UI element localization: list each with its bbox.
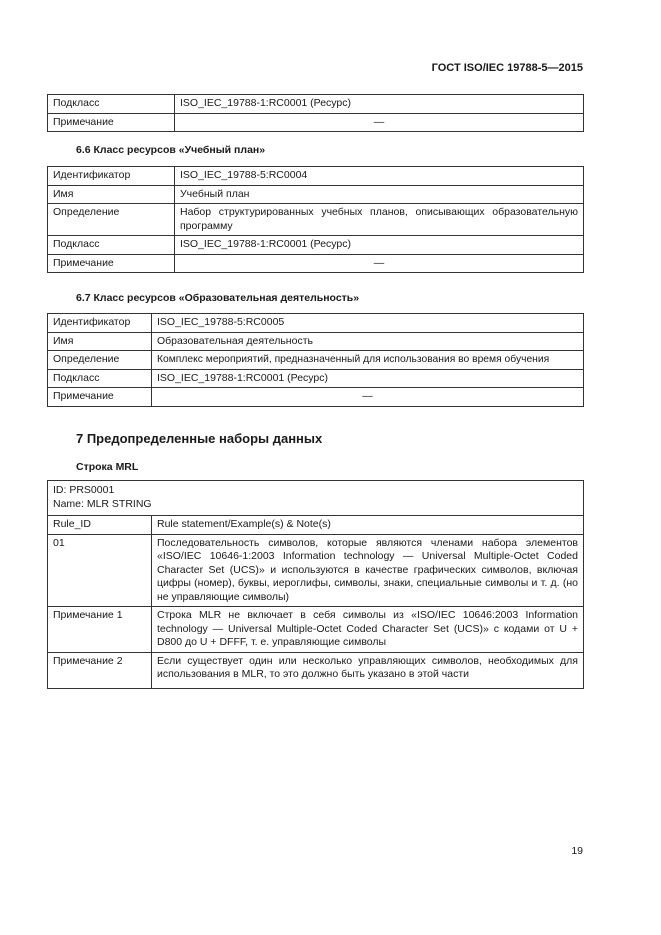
row-value: Комплекс мероприятий, предназначенный для использования во время обучения bbox=[152, 351, 584, 370]
table-row bbox=[48, 185, 584, 204]
table-continued bbox=[47, 94, 584, 132]
table-row bbox=[48, 351, 584, 370]
table-row bbox=[48, 204, 584, 236]
row-label: Имя bbox=[48, 185, 175, 204]
table-row bbox=[48, 534, 584, 607]
row-value: — bbox=[175, 254, 584, 273]
row-value: ISO_IEC_19788-5:RC0005 bbox=[152, 314, 584, 333]
section-title-6-6: 6.6 Класс ресурсов «Учебный план» bbox=[76, 144, 266, 156]
table-row bbox=[48, 607, 584, 653]
row-label: Определение bbox=[48, 351, 152, 370]
dataset-id: ID: PRS0001 bbox=[53, 484, 115, 496]
rule-id: 01 bbox=[48, 534, 152, 607]
dataset-name: Name: MLR STRING bbox=[53, 497, 152, 510]
rule-statement: Строка MLR не включает в себя символы из «ISO/IEC 10646:2003 Information technology — Universal Multiple-Octet Coded Character Set (UCS)» с кодами от U + D800 до U + DFFF, т. е. управляющие символы bbox=[152, 607, 584, 653]
table-header-row bbox=[48, 516, 584, 535]
table-row bbox=[48, 652, 584, 688]
table-mrl-string bbox=[47, 480, 584, 689]
table-row bbox=[48, 314, 584, 333]
document-header: ГОСТ ISO/IEC 19788-5—2015 bbox=[431, 62, 583, 74]
table-row bbox=[48, 236, 584, 255]
row-value: ISO_IEC_19788-1:RC0001 (Ресурс) bbox=[175, 95, 584, 114]
table-row bbox=[48, 332, 584, 351]
table-row bbox=[48, 369, 584, 388]
rule-statement: Если существует один или несколько управляющих символов, необходимых для использования в MLR, то это должно быть указано в этой части bbox=[152, 652, 584, 688]
table-row bbox=[48, 167, 584, 186]
row-label: Подкласс bbox=[48, 236, 175, 255]
row-label: Примечание bbox=[48, 254, 175, 273]
row-value: — bbox=[175, 113, 584, 132]
row-value: Учебный план bbox=[175, 185, 584, 204]
row-value: Набор структурированных учебных планов, описывающих образовательную программу bbox=[175, 204, 584, 236]
row-label: Идентификатор bbox=[48, 314, 152, 333]
table-row bbox=[48, 113, 584, 132]
row-label: Подкласс bbox=[48, 369, 152, 388]
subsection-title: Строка MRL bbox=[76, 461, 139, 473]
row-value: ISO_IEC_19788-5:RC0004 bbox=[175, 167, 584, 186]
rule-id: Примечание 2 bbox=[48, 652, 152, 688]
row-label: Определение bbox=[48, 204, 175, 236]
page-number: 19 bbox=[571, 845, 583, 857]
rule-statement: Последовательность символов, которые являются членами набора элементов «ISO/IEC 10646-1:2003 Information technology — Universal Multiple-Octet Coded Character Set (UCS)» и используются в качестве графических символов, включая цифры (номер), буквы, иероглифы, символы, знаки, специальные символы и т. д. (но не управляющие символы) bbox=[152, 534, 584, 607]
table-row bbox=[48, 254, 584, 273]
row-label: Примечание bbox=[48, 113, 175, 132]
section-title-6-7: 6.7 Класс ресурсов «Образовательная деятельность» bbox=[76, 292, 360, 304]
column-header: Rule statement/Example(s) & Note(s) bbox=[152, 516, 584, 535]
row-label: Идентификатор bbox=[48, 167, 175, 186]
row-label: Примечание bbox=[48, 388, 152, 407]
row-value: — bbox=[152, 388, 584, 407]
row-label: Подкласс bbox=[48, 95, 175, 114]
table-row bbox=[48, 388, 584, 407]
id-cell bbox=[48, 481, 584, 516]
column-header: Rule_ID bbox=[48, 516, 152, 535]
row-value: Образовательная деятельность bbox=[152, 332, 584, 351]
row-label: Имя bbox=[48, 332, 152, 351]
table-row bbox=[48, 95, 584, 114]
rule-id: Примечание 1 bbox=[48, 607, 152, 653]
table-row bbox=[48, 481, 584, 516]
row-value: ISO_IEC_19788-1:RC0001 (Ресурс) bbox=[152, 369, 584, 388]
table-6-7 bbox=[47, 313, 584, 407]
section-title-7: 7 Предопределенные наборы данных bbox=[76, 431, 323, 446]
row-value: ISO_IEC_19788-1:RC0001 (Ресурс) bbox=[175, 236, 584, 255]
table-6-6 bbox=[47, 166, 584, 273]
